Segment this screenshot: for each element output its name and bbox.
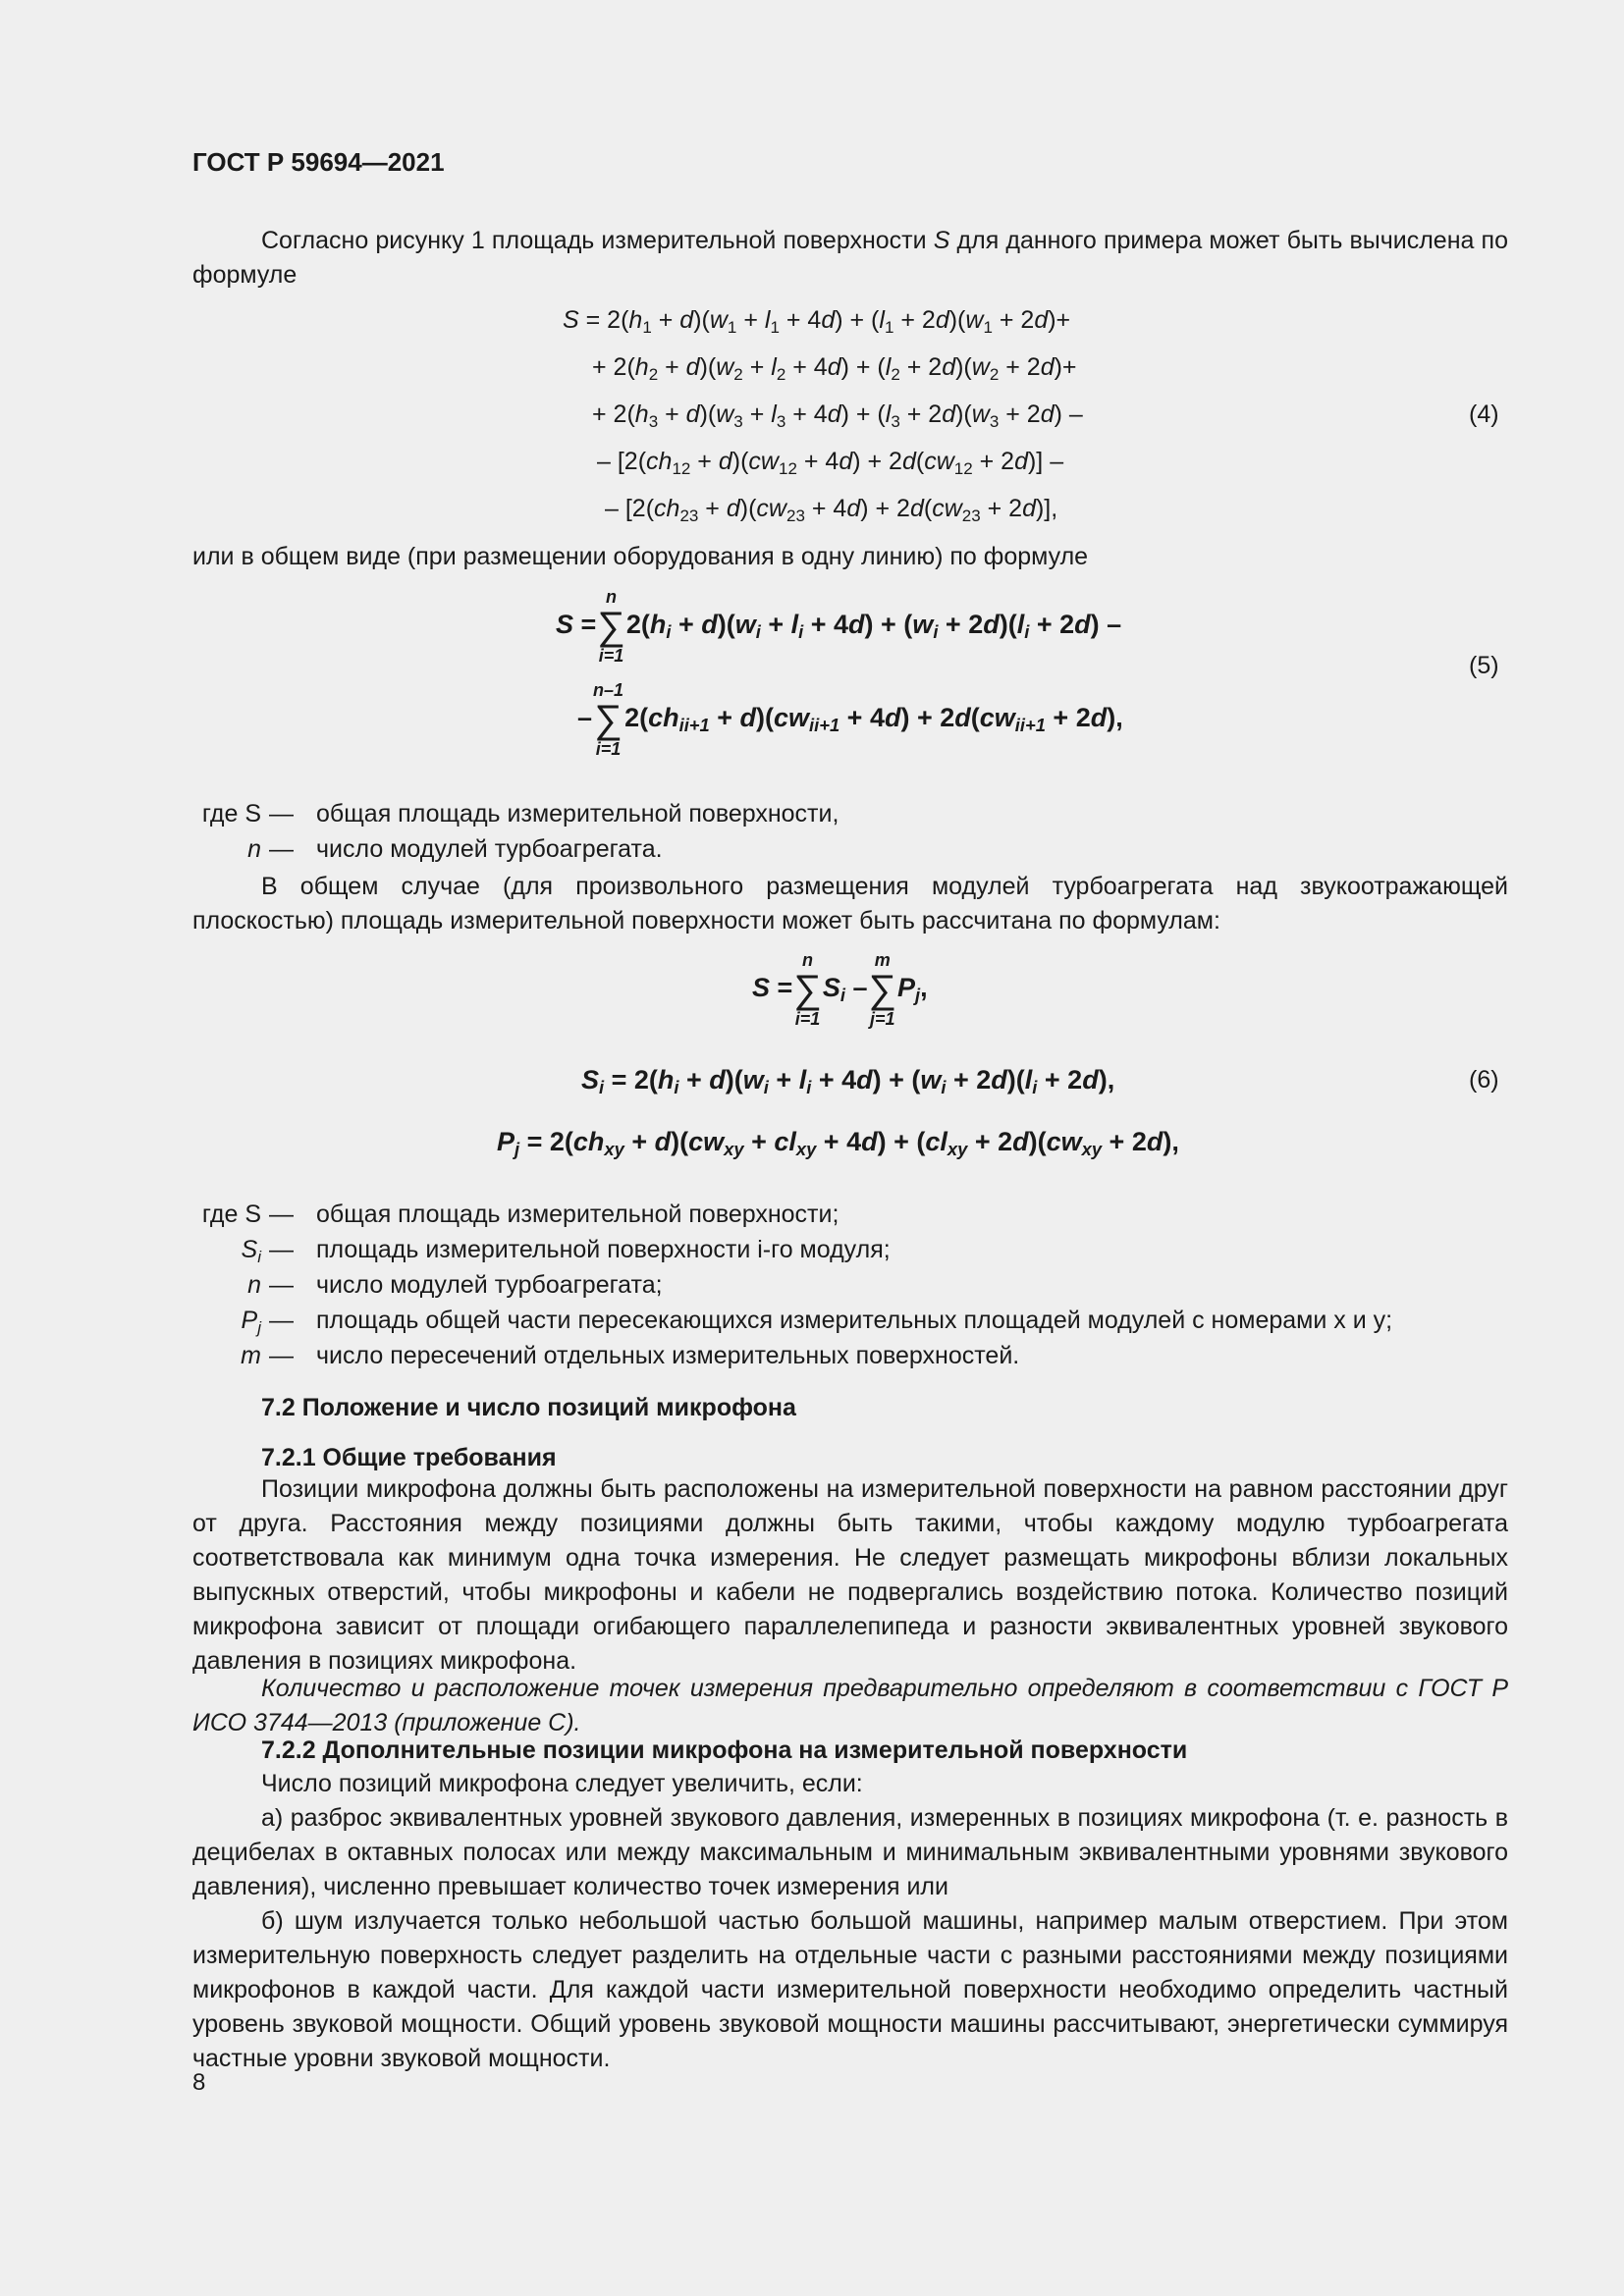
paragraph-item-b: б) шум излучается только небольшой частью большой машины, например малым отверстием. При этом измерительную поверхность следует разделить на отдельные части с разными расстояниями между позициями микрофонов в каждой части. Для каждой части измерительной поверхности необходимо определить частный уровень звуковой мощности. Общий уровень звуковой мощности машины рассчитывают, энергетически суммируя частные уровни звуковой мощности. — [192, 1907, 1508, 2072]
paragraph-measurement-points: Количество и расположение точек измерения предварительно определяют в соответствии с ГОСТ Р ИСО 3744—2013 (приложение С). — [192, 1675, 1508, 1736]
page-number: 8 — [192, 2069, 206, 2096]
document-header: ГОСТ Р 59694—2021 — [192, 147, 445, 177]
paragraph-item-a: а) разброс эквивалентных уровней звукового давления, измеренных в позициях микрофона (т. е. разность в децибелах в октавных полосах или между максимальным и минимальным эквивалентными уровнями звукового давления), численно превышает количество точек измерения или — [192, 1804, 1508, 1900]
paragraph-increase-positions: Число позиций микрофона следует увеличить, если: — [261, 1770, 863, 1797]
paragraph-general-requirements: Позиции микрофона должны быть расположены на измерительной поверхности на равном расстоянии друг от друга. Расстояния между позициями должны быть такими, чтобы каждому модулю турбоагрегата соответствовала как минимум одна точка измерения. Не следует размещать микрофоны вблизи локальных выпускных отверстий, чтобы микрофоны и кабели не подвергались воздействию потока. Количество позиций микрофона зависит от площади огибающего параллелепипеда и разности эквивалентных уровней звукового давления в позициях микрофона. — [192, 1475, 1508, 1675]
paragraph-formula-intro: Согласно рисунку 1 площадь измерительной поверхности S для данного примера может быть вычислена по формуле — [192, 227, 1508, 289]
equation-number-5: (5) — [1469, 652, 1499, 679]
section-heading-7-2-1: 7.2.1 Общие требования — [261, 1444, 557, 1471]
equation-number-4: (4) — [1469, 400, 1499, 428]
paragraph-general-formula-intro: или в общем виде (при размещении оборудования в одну линию) по формуле — [192, 543, 1089, 570]
equation-number-6: (6) — [1469, 1066, 1499, 1094]
document-page: ГОСТ Р 59694—2021 Согласно рисунку 1 площадь измерительной поверхности S для данного примера может быть вычислена по формуле $S = 2(h_1 + d)(w_1 + l_1 + 4d) + (l_1 + 2d)(w_1 + 2d)+$ + $2(h_2 + d)(w_2 + l_2 + 4d) + (l_2 + 2d)(w_2 + 2d)+$ + $2(h_3 + d)(w_3 + l_3 + 4d) + (l_3 + 2d)(w_3 + 2d)$ – – $[2(ch_{12} + d)(cw_{12} + 4d) + 2d(cw_{12} + 2d)]$ – – $[2(ch_{23} + d)(cw_{23} + 4d) + 2d(cw_{23} + 2d)]$, (4) или в общем виде (при размещении оборудования в одну линию) по формуле S = n ∑ i=1 $2(h_i + d)(w_i + l_i + 4d) + (w_i + 2d)(l_i + 2d)$ – – n–1 ∑ i=1 $2(ch_{ii+1} + d)(cw_{ii+1} + 4d) + 2d(cw_{ii+1} + 2d)$, (5) где S — общая площадь измерительной поверхности, n — число модулей турбоагрегата. В общем случае (для произвольного размещения модулей турбоагрегата над звукоотражающей плоскостью) площадь измерительной поверхности может быть рассчитана по формулам: S = n ∑ i=1 $S_i$ – m ∑ j=1 $P_j$, $S_i = 2(h_i + d)(w_i + l_i + 4d) + (w_i + 2d)(l_i + 2d)$, $P_j = 2(ch_{xy} + d)(cw_{xy} + cl_{xy} + 4d) + (cl_{xy} + 2d)(cw_{xy} + 2d)$, (6) где S — общая площадь измерительной поверхности; $S_i$ — площадь измерительной поверхности i-го модуля; n — число модулей турбоагрегата; $P_j$ — площадь общей части пересекающихся измерительных площадей модулей с номерами x и y; m — число пересечений отдельных измерительных поверхностей. 7.2 Положение и число позиций микрофона 7.2.1 Общие требования Позиции микрофона должны быть расположены на измерительной поверхности на равном расстоянии друг от друга. Расстояния между позициями должны быть такими, чтобы каждому модулю турбоагрегата соответствовала как минимум одна точка измерения. Не следует размещать микрофоны вблизи локальных выпускных отверстий, чтобы микрофоны и кабели не подвергались воздействию потока. Количество позиций микрофона зависит от площади огибающего параллелепипеда и разности эквивалентных уровней звукового давления в позициях микрофона. Количество и расположение точек измерения предварительно определяют в соответствии с ГОСТ Р ИСО 3744—2013 (приложение С). 7.2.2 Дополнительные позиции микрофона на измерительной поверхности Число позиций микрофона следует увеличить, если: а) разброс эквивалентных уровней звукового давления, измеренных в позициях микрофона (т. е. разность в децибелах в октавных полосах или между максимальным и минимальным эквивалентными уровнями звукового давления), численно превышает количество точек измерения или б) шум излучается только небольшой частью большой машины, например малым отверстием. При этом измерительную поверхность следует разделить на отдельные части с разными расстояниями между позициями микрофонов в каждой части. Для каждой части измерительной поверхности необходимо определить частный уровень звуковой мощности. Общий уровень звуковой мощности машины рассчитывают, энергетически суммируя частные уровни звуковой мощности. 8 — [192, 147, 1508, 2096]
paragraph-general-case: В общем случае (для произвольного размещения модулей турбоагрегата над звукоотражающей плоскостью) площадь измерительной поверхности может быть рассчитана по формулам: — [192, 873, 1508, 934]
section-heading-7-2-2: 7.2.2 Дополнительные позиции микрофона на измерительной поверхности — [261, 1736, 1188, 1764]
section-heading-7-2: 7.2 Положение и число позиций микрофона — [261, 1394, 796, 1421]
